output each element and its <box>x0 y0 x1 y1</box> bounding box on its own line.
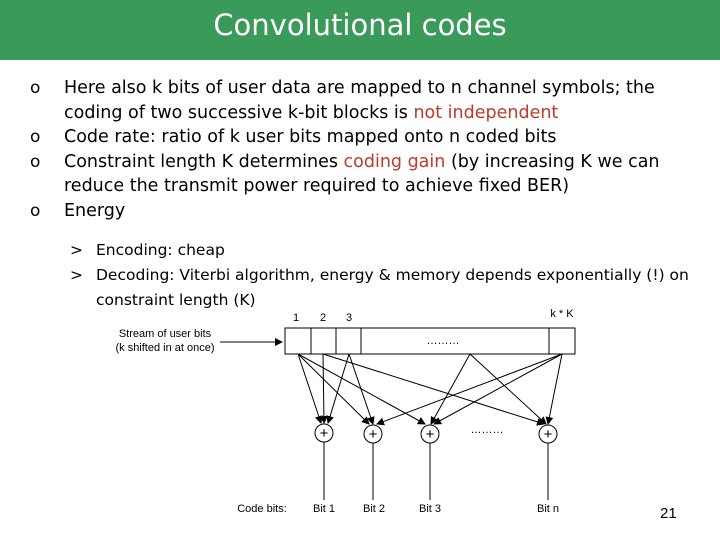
sub-bullet-marker: > <box>70 266 83 284</box>
bullet-text: Constraint length K determines <box>64 151 344 172</box>
sub-bullet-marker: > <box>70 241 83 259</box>
bullet-item <box>30 150 710 199</box>
register-label-2: 2 <box>319 312 327 324</box>
bullet-list <box>30 76 710 223</box>
register-label-3: 3 <box>345 312 353 324</box>
bullet-marker: o <box>30 200 41 221</box>
bullet-marker: o <box>30 151 41 172</box>
bullet-item <box>30 76 710 125</box>
stream-label: Stream of user bits <box>118 328 212 340</box>
code-bits-label: Code bits: <box>237 503 287 515</box>
adder-symbol: + <box>319 425 329 442</box>
bullet-item <box>30 125 710 150</box>
sub-bullet-item <box>70 238 710 263</box>
adder-symbol: + <box>543 426 553 443</box>
adder-symbol: + <box>368 426 378 443</box>
register-label-1: 1 <box>292 312 300 324</box>
bullet-text: Here also k bits of user data are mapped to n channel symbols; the coding of two successive k-bit blocks is <box>64 78 655 123</box>
bullet-text: Energy <box>64 200 126 221</box>
bit-label-3: Bit 3 <box>418 503 442 515</box>
tap-lines <box>298 354 562 424</box>
page-number: 21 <box>660 505 677 522</box>
output-lines <box>324 442 548 500</box>
sub-bullet-text: Encoding: cheap <box>96 241 225 259</box>
adders <box>315 424 557 443</box>
bullet-text: Code rate: ratio of k user bits mapped onto n coded bits <box>64 127 557 147</box>
bullet-item <box>30 199 710 224</box>
bit-label-1: Bit 1 <box>312 503 336 515</box>
bullet-highlight: coding gain <box>343 151 446 172</box>
bit-label-2: Bit 2 <box>362 503 386 515</box>
adder-symbol: + <box>425 426 435 443</box>
bit-label-n: Bit n <box>536 503 560 515</box>
stream-sublabel: (k shifted in at once) <box>115 342 215 354</box>
register-ellipsis: ……… <box>426 335 460 347</box>
sub-bullet-text: Decoding: Viterbi algorithm, energy & memory depends exponentially (!) on constraint length (K) <box>96 266 689 309</box>
bullet-text-after: (by increasing K we can reduce the transmit power required to achieve fixed BER) <box>64 151 660 196</box>
slide-title: Convolutional codes <box>213 8 507 42</box>
bullet-marker: o <box>30 127 41 147</box>
encoder-diagram <box>0 300 720 540</box>
register-label-kK: k * K <box>550 308 574 320</box>
bullet-marker: o <box>30 78 41 98</box>
adder-ellipsis: ……… <box>470 424 504 436</box>
bullet-highlight: not independent <box>413 102 559 123</box>
